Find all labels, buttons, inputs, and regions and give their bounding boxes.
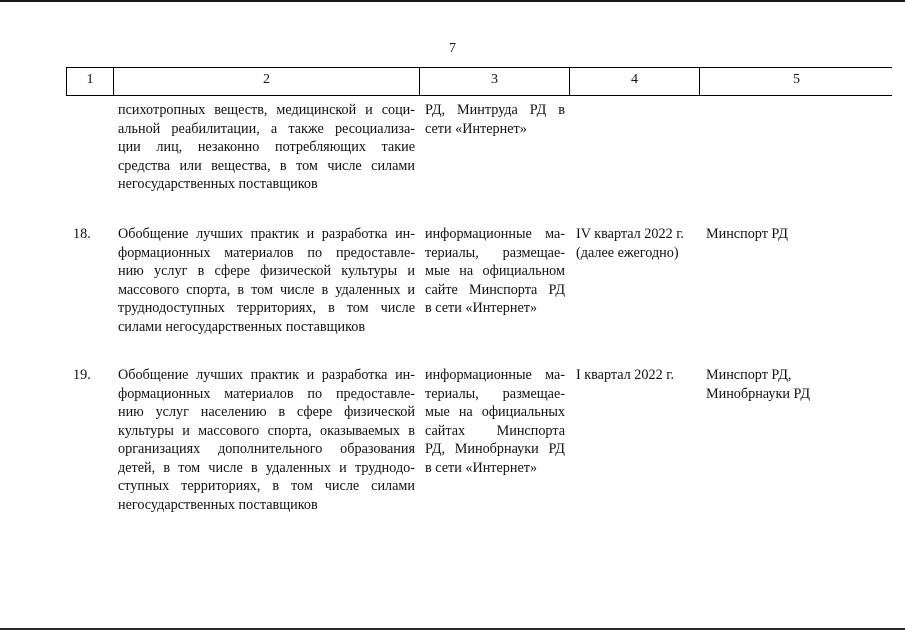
text-line: сайте Минспорта РД	[425, 281, 565, 298]
text-line: детей, в том числе в удаленных и труднодо-	[118, 459, 415, 476]
row-number: 18.	[73, 226, 91, 242]
text-line: РД, Минобрнауки РД	[425, 441, 565, 457]
row-result	[425, 366, 565, 477]
text-line: Обобщение лучших практик и разработка ин-	[118, 226, 415, 242]
row-number: 19.	[73, 367, 91, 383]
text-line: мые на официальных	[425, 404, 565, 420]
text-line: нию услуг населению в сфере физической	[118, 404, 415, 420]
row-result	[425, 225, 565, 318]
text-line: информационные ма-	[425, 367, 565, 383]
row-responsible	[706, 366, 886, 403]
row-description	[118, 101, 415, 194]
row-description	[118, 366, 415, 514]
text-line: ции лиц, незаконно потребляющих такие	[118, 139, 415, 155]
text-line: (далее ежегодно)	[576, 244, 679, 261]
text-line: информационные ма-	[425, 226, 565, 242]
text-line: психотропных веществ, медицинской и соци-	[118, 102, 415, 118]
text-line: силами негосударственных поставщиков	[118, 318, 366, 335]
text-line: сайтах Минспорта	[425, 422, 565, 439]
text-line: Минспорт РД	[706, 226, 788, 242]
header-col-1: 1	[67, 68, 114, 95]
row-responsible	[706, 225, 886, 244]
table-header	[66, 67, 892, 96]
text-line: РД, Минтруда РД в	[425, 102, 565, 118]
row-description	[118, 225, 415, 336]
text-line: Минобрнауки РД	[706, 385, 811, 402]
text-line: териалы, размещае-	[425, 244, 565, 261]
page-number: 7	[449, 41, 456, 56]
header-col-4: 4	[570, 68, 700, 95]
text-line: IV квартал 2022 г.	[576, 226, 684, 242]
text-line: в сети «Интернет»	[425, 300, 538, 316]
text-line: негосударственных поставщиков	[118, 496, 318, 513]
row-deadline	[576, 225, 702, 262]
text-line: Обобщение лучших практик и разработка ин-	[118, 367, 415, 383]
text-line: труднодоступных территориях, в том числе	[118, 300, 415, 316]
text-line: формационных материалов по предоставле-	[118, 385, 415, 402]
header-col-2: 2	[114, 68, 420, 95]
header-col-3: 3	[420, 68, 570, 95]
text-line: массового спорта, в том числе в удаленных и	[118, 281, 415, 298]
row-result	[425, 101, 565, 138]
text-line: негосударственных поставщиков	[118, 176, 318, 192]
text-line: нию услуг в сфере физической культуры и	[118, 263, 415, 279]
text-line: в сети «Интернет»	[425, 459, 538, 476]
text-line: организациях дополнительного образования	[118, 441, 415, 457]
scan-bottom-edge	[0, 628, 905, 630]
text-line: I квартал 2022 г.	[576, 367, 674, 383]
text-line: ступных территориях, в том числе силами	[118, 478, 415, 494]
text-line: культуры и массового спорта, оказываемых в	[118, 422, 415, 439]
header-col-5: 5	[793, 72, 800, 87]
text-line: мые на официальном	[425, 263, 565, 279]
text-line: териалы, размещае-	[425, 385, 565, 402]
text-line: Минспорт РД,	[706, 367, 792, 383]
text-line: сети «Интернет»	[425, 120, 527, 137]
text-line: альной реабилитации, а также ресоциализа-	[118, 120, 415, 137]
scan-top-edge	[0, 0, 905, 2]
text-line: формационных материалов по предоставле-	[118, 244, 415, 261]
text-line: средства или вещества, в том числе силами	[118, 157, 415, 174]
row-deadline	[576, 366, 702, 385]
